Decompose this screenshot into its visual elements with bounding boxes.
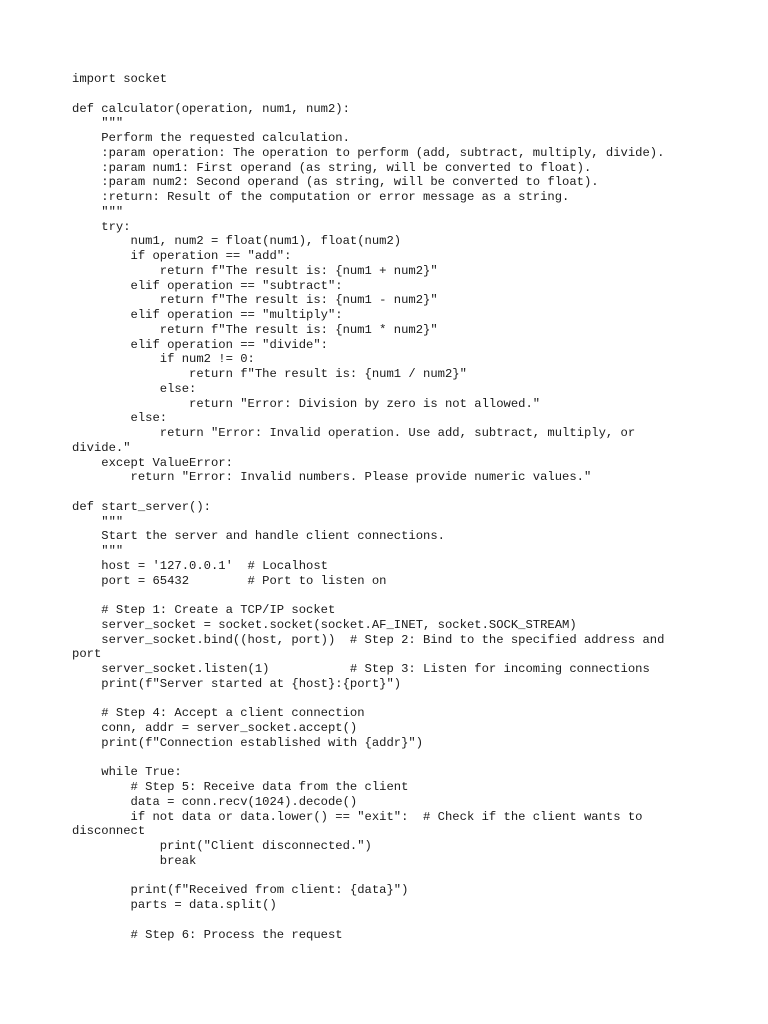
- code-line: return "Error: Division by zero is not allowed.": [72, 396, 541, 411]
- code-line: num1, num2 = float(num1), float(num2): [72, 234, 402, 249]
- code-line: [72, 751, 712, 766]
- code-line: port: [72, 647, 102, 662]
- code-line: print(f"Connection established with {addr}"): [72, 735, 424, 750]
- code-line: conn, addr = server_socket.accept(): [72, 721, 358, 735]
- code-line: """: [72, 204, 124, 219]
- code-line: return f"The result is: {num1 * num2}": [72, 322, 438, 337]
- code-line: """: [72, 544, 124, 558]
- code-line: return f"The result is: {num1 - num2}": [72, 293, 438, 308]
- code-line: # Step 6: Process the request: [72, 927, 343, 942]
- code-line: parts = data.split(): [72, 898, 277, 912]
- code-line: :param num2: Second operand (as string, will be converted to float).: [72, 175, 599, 190]
- code-line: host = '127.0.0.1' # Localhost: [72, 558, 328, 573]
- code-line: def start_server():: [72, 499, 211, 514]
- code-line: def calculator(operation, num1, num2):: [72, 101, 350, 116]
- code-line: elif operation == "multiply":: [72, 308, 343, 322]
- code-line: [72, 588, 712, 603]
- code-line: """: [72, 116, 124, 131]
- code-line: Perform the requested calculation.: [72, 131, 350, 145]
- code-line: return f"The result is: {num1 + num2}": [72, 263, 438, 278]
- code-line: elif operation == "subtract":: [72, 278, 343, 293]
- code-line: data = conn.recv(1024).decode(): [72, 794, 358, 809]
- code-line: while True:: [72, 765, 182, 780]
- code-line: :param num1: First operand (as string, will be converted to float).: [72, 160, 592, 175]
- code-line: break: [72, 853, 197, 868]
- code-line: else:: [72, 411, 168, 426]
- code-line: elif operation == "divide":: [72, 337, 328, 352]
- code-line: :return: Result of the computation or error message as a string.: [72, 190, 570, 204]
- code-line: Start the server and handle client connections.: [72, 529, 445, 544]
- code-line: [72, 87, 712, 102]
- code-line: port = 65432 # Port to listen on: [72, 573, 387, 588]
- code-line: return f"The result is: {num1 / num2}": [72, 367, 467, 381]
- code-line: disconnect: [72, 824, 146, 839]
- code-line: if not data or data.lower() == "exit": # Check if the client wants to: [72, 809, 643, 824]
- code-line: [72, 869, 712, 884]
- code-line: # Step 4: Accept a client connection: [72, 706, 365, 721]
- code-line: [72, 485, 712, 500]
- code-line: [72, 913, 712, 928]
- code-line: # Step 1: Create a TCP/IP socket: [72, 603, 336, 617]
- code-line: """: [72, 514, 124, 529]
- code-line: server_socket.bind((host, port)) # Step 2: Bind to the specified address and: [72, 632, 665, 647]
- code-line: # Step 5: Receive data from the client: [72, 780, 409, 794]
- code-line: if num2 != 0:: [72, 352, 255, 367]
- code-line: :param operation: The operation to perform (add, subtract, multiply, divide).: [72, 145, 665, 160]
- code-line: [72, 692, 712, 707]
- code-line: except ValueError:: [72, 455, 233, 470]
- code-line: return "Error: Invalid numbers. Please provide numeric values.": [72, 470, 592, 485]
- code-line: return "Error: Invalid operation. Use add, subtract, multiply, or: [72, 426, 636, 440]
- code-line: import socket: [72, 72, 168, 86]
- code-line: divide.": [72, 440, 131, 455]
- code-line: print("Client disconnected."): [72, 839, 372, 853]
- code-line: server_socket.listen(1) # Step 3: Listen for incoming connections: [72, 662, 650, 676]
- code-line: print(f"Server started at {host}:{port}"): [72, 676, 402, 691]
- code-line: server_socket = socket.socket(socket.AF_INET, socket.SOCK_STREAM): [72, 617, 577, 632]
- code-line: else:: [72, 381, 197, 396]
- code-listing: [72, 72, 712, 942]
- code-line: if operation == "add":: [72, 249, 292, 263]
- code-line: try:: [72, 219, 131, 234]
- code-line: print(f"Received from client: {data}"): [72, 883, 409, 898]
